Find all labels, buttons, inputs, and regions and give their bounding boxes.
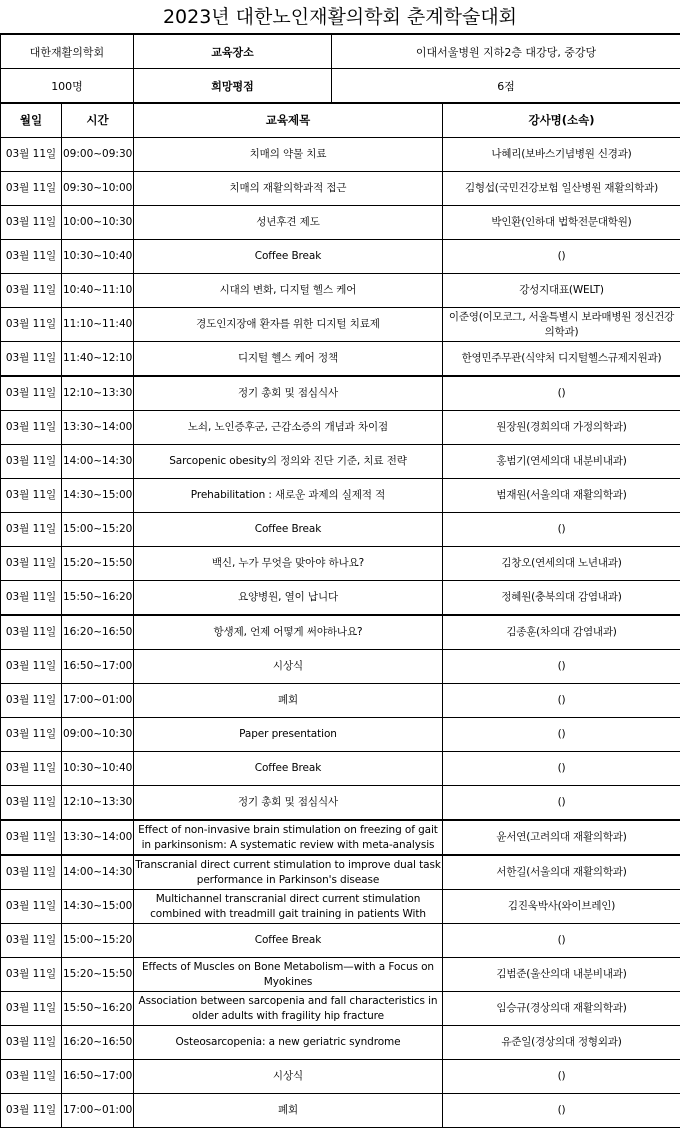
session-speaker: 홍범기(연세의대 내분비내과)	[443, 445, 680, 479]
session-date: 03월 11일	[1, 172, 62, 206]
venue-label: 교육장소	[134, 35, 332, 69]
session-date: 03월 11일	[1, 1094, 62, 1128]
session-time: 09:00~09:30	[62, 138, 134, 172]
session-topic: Coffee Break	[134, 924, 443, 958]
session-time: 17:00~01:00	[62, 1094, 134, 1128]
session-topic: 폐회	[134, 1094, 443, 1128]
session-speaker: 정혜원(충북의대 감염내과)	[443, 581, 680, 616]
session-speaker: 나혜리(보바스기념병원 신경과)	[443, 138, 680, 172]
table-row	[1, 206, 680, 240]
table-row	[1, 684, 680, 718]
info-row-points	[1, 69, 680, 103]
session-speaker: ()	[443, 513, 680, 547]
session-topic: 성년후견 제도	[134, 206, 443, 240]
session-date: 03월 11일	[1, 650, 62, 684]
session-time: 14:30~15:00	[62, 890, 134, 924]
session-topic: Paper presentation	[134, 718, 443, 752]
table-row	[1, 992, 680, 1026]
capacity: 100명	[1, 69, 134, 103]
schedule-table	[0, 103, 680, 1128]
session-speaker: 서한길(서울의대 재활의학과)	[443, 855, 680, 890]
table-row	[1, 308, 680, 342]
session-speaker: ()	[443, 650, 680, 684]
session-topic: 시상식	[134, 1060, 443, 1094]
session-time: 10:30~10:40	[62, 240, 134, 274]
table-row	[1, 924, 680, 958]
session-speaker: 한영민주무관(식약처 디지털헬스규제지원과)	[443, 342, 680, 377]
session-date: 03월 11일	[1, 890, 62, 924]
session-time: 14:00~14:30	[62, 445, 134, 479]
table-row	[1, 752, 680, 786]
table-row	[1, 342, 680, 377]
session-speaker: ()	[443, 376, 680, 411]
session-time: 12:10~13:30	[62, 376, 134, 411]
session-speaker: 김진욱박사(와이브레인)	[443, 890, 680, 924]
session-topic: Multichannel transcranial direct current stimulation combined with treadmill gait training in patients With	[134, 890, 443, 924]
session-speaker: ()	[443, 786, 680, 821]
table-row	[1, 445, 680, 479]
session-topic: Coffee Break	[134, 513, 443, 547]
session-speaker: ()	[443, 1060, 680, 1094]
table-row	[1, 547, 680, 581]
session-date: 03월 11일	[1, 820, 62, 855]
session-time: 17:00~01:00	[62, 684, 134, 718]
table-row	[1, 615, 680, 650]
session-speaker: 유준일(경상의대 정형외과)	[443, 1026, 680, 1060]
organizer: 대한재활의학회	[1, 35, 134, 69]
table-row	[1, 513, 680, 547]
points-value: 6점	[332, 69, 680, 103]
session-date: 03월 11일	[1, 1060, 62, 1094]
table-row	[1, 718, 680, 752]
session-time: 09:30~10:00	[62, 172, 134, 206]
session-topic: 항생제, 언제 어떻게 써야하나요?	[134, 615, 443, 650]
table-row	[1, 376, 680, 411]
session-date: 03월 11일	[1, 274, 62, 308]
session-date: 03월 11일	[1, 924, 62, 958]
session-time: 11:40~12:10	[62, 342, 134, 377]
table-row	[1, 411, 680, 445]
session-time: 15:50~16:20	[62, 992, 134, 1026]
session-topic: Effects of Muscles on Bone Metabolism—with a Focus on Myokines	[134, 958, 443, 992]
session-date: 03월 11일	[1, 138, 62, 172]
session-topic: 폐회	[134, 684, 443, 718]
session-speaker: 김범준(울산의대 내분비내과)	[443, 958, 680, 992]
session-speaker: 윤서연(고려의대 재활의학과)	[443, 820, 680, 855]
session-speaker: ()	[443, 240, 680, 274]
session-speaker: 임승규(경상의대 재활의학과)	[443, 992, 680, 1026]
session-date: 03월 11일	[1, 992, 62, 1026]
session-topic: 디지털 헬스 케어 정책	[134, 342, 443, 377]
session-speaker: 범재원(서울의대 재활의학과)	[443, 479, 680, 513]
session-date: 03월 11일	[1, 376, 62, 411]
session-time: 10:40~11:10	[62, 274, 134, 308]
session-topic: Sarcopenic obesity의 정의와 진단 기준, 치료 전략	[134, 445, 443, 479]
table-row	[1, 820, 680, 855]
session-speaker: ()	[443, 1094, 680, 1128]
session-topic: 정기 총회 및 점심식사	[134, 376, 443, 411]
session-speaker: ()	[443, 718, 680, 752]
session-time: 10:30~10:40	[62, 752, 134, 786]
session-topic: 시대의 변화, 디지털 헬스 케어	[134, 274, 443, 308]
session-topic: Coffee Break	[134, 752, 443, 786]
session-time: 13:30~14:00	[62, 411, 134, 445]
table-row	[1, 240, 680, 274]
session-speaker: 박인환(인하대 법학전문대학원)	[443, 206, 680, 240]
schedule-header-row	[1, 104, 680, 138]
session-date: 03월 11일	[1, 206, 62, 240]
session-time: 16:50~17:00	[62, 650, 134, 684]
session-date: 03월 11일	[1, 615, 62, 650]
session-date: 03월 11일	[1, 786, 62, 821]
table-row	[1, 274, 680, 308]
session-time: 15:20~15:50	[62, 547, 134, 581]
session-topic: 노쇠, 노인증후군, 근감소증의 개념과 차이점	[134, 411, 443, 445]
session-time: 12:10~13:30	[62, 786, 134, 821]
session-time: 16:20~16:50	[62, 1026, 134, 1060]
session-speaker: 강성지대표(WELT)	[443, 274, 680, 308]
session-topic: 요양병원, 열이 납니다	[134, 581, 443, 616]
session-topic: Coffee Break	[134, 240, 443, 274]
session-topic: Transcranial direct current stimulation to improve dual task performance in Parkinson's disease	[134, 855, 443, 890]
table-row	[1, 581, 680, 616]
table-row	[1, 958, 680, 992]
venue-value: 이대서울병원 지하2층 대강당, 중강당	[332, 35, 680, 69]
session-topic: 치매의 약물 치료	[134, 138, 443, 172]
table-row	[1, 1060, 680, 1094]
header-date: 월일	[1, 104, 62, 138]
session-topic: 치매의 재활의학과적 접근	[134, 172, 443, 206]
session-date: 03월 11일	[1, 718, 62, 752]
session-time: 09:00~10:30	[62, 718, 134, 752]
session-date: 03월 11일	[1, 958, 62, 992]
session-date: 03월 11일	[1, 752, 62, 786]
session-topic: Osteosarcopenia: a new geriatric syndrome	[134, 1026, 443, 1060]
table-row	[1, 1026, 680, 1060]
table-row	[1, 890, 680, 924]
session-time: 14:30~15:00	[62, 479, 134, 513]
session-date: 03월 11일	[1, 308, 62, 342]
session-speaker: 김종훈(차의대 감염내과)	[443, 615, 680, 650]
session-topic: 시상식	[134, 650, 443, 684]
session-date: 03월 11일	[1, 479, 62, 513]
session-date: 03월 11일	[1, 342, 62, 377]
session-time: 15:00~15:20	[62, 924, 134, 958]
session-time: 14:00~14:30	[62, 855, 134, 890]
info-table	[0, 34, 680, 103]
session-speaker: 김창오(연세의대 노년내과)	[443, 547, 680, 581]
session-speaker: 김형섭(국민건강보험 일산병원 재활의학과)	[443, 172, 680, 206]
session-date: 03월 11일	[1, 445, 62, 479]
session-date: 03월 11일	[1, 513, 62, 547]
session-speaker: ()	[443, 924, 680, 958]
session-time: 15:00~15:20	[62, 513, 134, 547]
session-topic: 백신, 누가 무엇을 맞아야 하나요?	[134, 547, 443, 581]
table-row	[1, 650, 680, 684]
table-row	[1, 786, 680, 821]
session-time: 11:10~11:40	[62, 308, 134, 342]
info-row-venue	[1, 35, 680, 69]
page-title: 2023년 대한노인재활의학회 춘계학술대회	[0, 0, 680, 34]
session-date: 03월 11일	[1, 684, 62, 718]
session-date: 03월 11일	[1, 411, 62, 445]
session-time: 16:50~17:00	[62, 1060, 134, 1094]
session-topic: Prehabilitation : 새로운 과제의 실제적 적	[134, 479, 443, 513]
session-topic: Effect of non-invasive brain stimulation on freezing of gait in parkinsonism: A systematic review with meta-analysis	[134, 820, 443, 855]
session-date: 03월 11일	[1, 240, 62, 274]
table-row	[1, 479, 680, 513]
header-time: 시간	[62, 104, 134, 138]
session-time: 15:50~16:20	[62, 581, 134, 616]
session-date: 03월 11일	[1, 581, 62, 616]
session-time: 15:20~15:50	[62, 958, 134, 992]
session-speaker: ()	[443, 752, 680, 786]
session-speaker: ()	[443, 684, 680, 718]
session-date: 03월 11일	[1, 547, 62, 581]
session-date: 03월 11일	[1, 1026, 62, 1060]
session-date: 03월 11일	[1, 855, 62, 890]
table-row	[1, 855, 680, 890]
table-row	[1, 138, 680, 172]
session-topic: 경도인지장애 환자를 위한 디지털 치료제	[134, 308, 443, 342]
points-label: 희망평점	[134, 69, 332, 103]
header-speaker: 강사명(소속)	[443, 104, 680, 138]
session-time: 16:20~16:50	[62, 615, 134, 650]
header-topic: 교육제목	[134, 104, 443, 138]
session-speaker: 이준영(이모코그, 서울특별시 보라매병원 정신건강의학과)	[443, 308, 680, 342]
table-row	[1, 172, 680, 206]
session-topic: Association between sarcopenia and fall characteristics in older adults with fragility hip fracture	[134, 992, 443, 1026]
session-time: 10:00~10:30	[62, 206, 134, 240]
session-speaker: 원장원(경희의대 가정의학과)	[443, 411, 680, 445]
session-topic: 정기 총회 및 점심식사	[134, 786, 443, 821]
session-time: 13:30~14:00	[62, 820, 134, 855]
